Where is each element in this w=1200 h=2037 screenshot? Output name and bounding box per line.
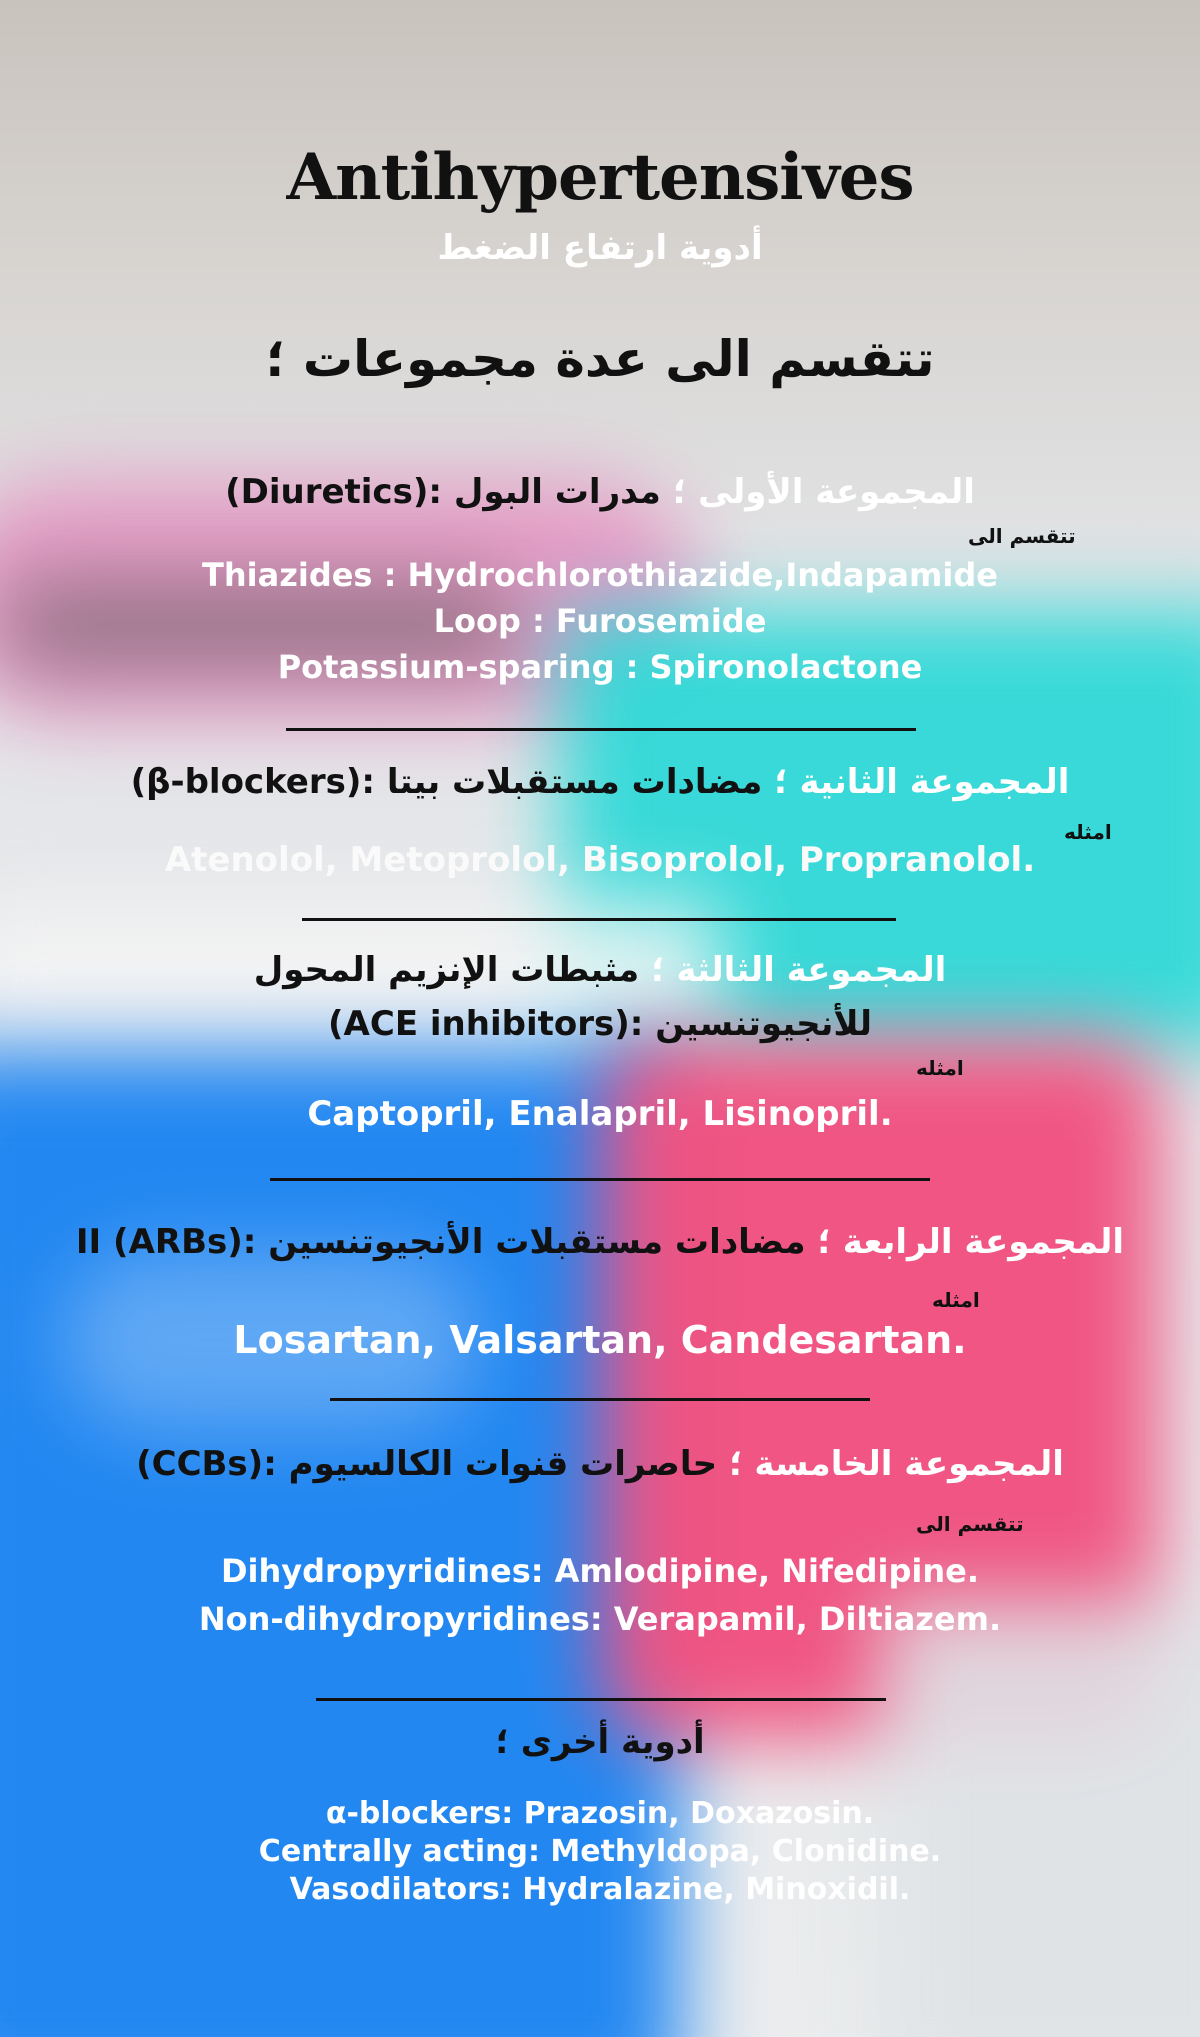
separator-5 xyxy=(316,1698,886,1701)
group4-label: المجموعة الرابعة ؛ xyxy=(817,1222,1125,1262)
page-subtitle: أدوية ارتفاع الضغط xyxy=(437,228,763,268)
group3-heading xyxy=(0,950,1200,990)
group2-english: (β-blockers): xyxy=(130,762,375,802)
other-heading xyxy=(0,1722,1200,1762)
group5-item-1: Dihydropyridines: Amlodipine, Nifedipine. xyxy=(220,1552,980,1590)
group3-english: (ACE inhibitors): xyxy=(328,1004,644,1044)
intro-heading: تتقسم الى عدة مجموعات ؛ xyxy=(265,330,935,388)
group5-heading xyxy=(0,1444,1200,1484)
group5-name: حاصرات قنوات الكالسيوم xyxy=(288,1444,718,1484)
separator-3 xyxy=(270,1178,930,1181)
group1-label: المجموعة الأولى ؛ xyxy=(672,472,975,512)
group1-item-2: Loop : Furosemide xyxy=(433,602,767,640)
group2-note: امثله xyxy=(1064,820,1112,844)
group3-label: المجموعة الثالثة ؛ xyxy=(650,950,947,990)
separator-2 xyxy=(302,918,896,921)
group4-note: امثله xyxy=(932,1288,980,1312)
group1-note: تتقسم الى xyxy=(968,524,1076,548)
group2-item-1: Atenolol, Metoprolol, Bisoprolol, Propranolol. xyxy=(164,840,1036,880)
other-item-2: Centrally acting: Methyldopa, Clonidine. xyxy=(258,1834,942,1869)
group4-item-1: Losartan, Valsartan, Candesartan. xyxy=(233,1318,967,1362)
group2-name: مضادات مستقبلات بيتا xyxy=(386,762,763,802)
separator-1 xyxy=(286,728,916,731)
group4-heading xyxy=(0,1222,1200,1262)
group2-heading xyxy=(0,762,1200,802)
other-item-1: α-blockers: Prazosin, Doxazosin. xyxy=(325,1796,875,1831)
group4-english: II (ARBs): xyxy=(75,1222,257,1262)
group5-label: المجموعة الخامسة ؛ xyxy=(729,1444,1064,1484)
group5-item-2: Non-dihydropyridines: Verapamil, Diltiazem. xyxy=(198,1600,1002,1638)
group1-name: مدرات البول xyxy=(453,472,661,512)
other-label: أدوية أخرى ؛ xyxy=(495,1722,705,1762)
group1-item-3: Potassium-sparing : Spironolactone xyxy=(277,648,923,686)
group3-note: امثله xyxy=(916,1056,964,1080)
group4-name: مضادات مستقبلات الأنجيوتنسين xyxy=(268,1222,806,1262)
group1-item-1: Thiazides : Hydrochlorothiazide,Indapamide xyxy=(202,556,998,594)
page-title: Antihypertensives xyxy=(286,140,914,215)
group3-item-1: Captopril, Enalapril, Lisinopril. xyxy=(307,1094,893,1134)
group5-english: (CCBs): xyxy=(136,1444,277,1484)
group2-label: المجموعة الثانية ؛ xyxy=(774,762,1070,802)
group5-note: تتقسم الى xyxy=(916,1512,1024,1536)
group3-name-2: للأنجيوتنسين xyxy=(655,1004,872,1044)
group1-english: (Diuretics): xyxy=(225,472,442,512)
group1-heading xyxy=(0,472,1200,512)
other-item-3: Vasodilators: Hydralazine, Minoxidil. xyxy=(289,1872,911,1907)
group3-name: مثبطات الإنزيم المحول xyxy=(253,950,640,990)
group3-heading-line2 xyxy=(0,1004,1200,1044)
separator-4 xyxy=(330,1398,870,1401)
